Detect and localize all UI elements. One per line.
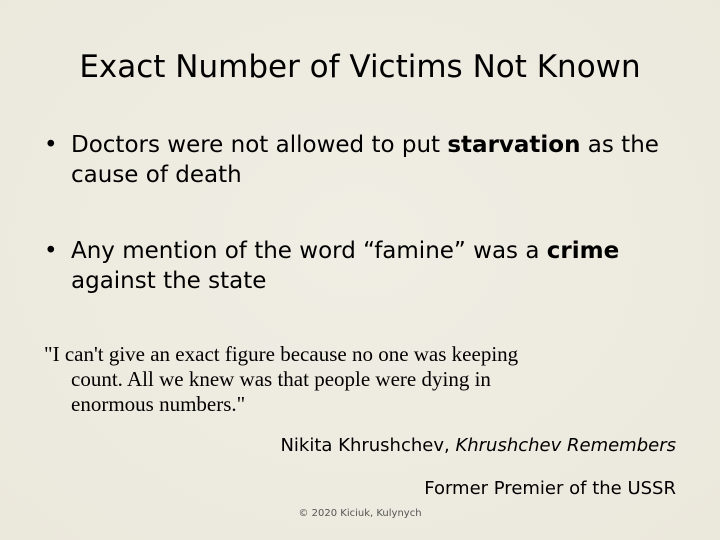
bullet-text-end: against the state	[71, 268, 267, 294]
quote-line: "I can't give an exact figure because no one was keeping	[44, 342, 519, 366]
slide-title: Exact Number of Victims Not Known	[79, 49, 641, 85]
bullet-text	[71, 130, 706, 190]
bullet-text-start: Doctors were not allowed to put	[71, 132, 448, 158]
quote-line: count. All we knew was that people were dying in	[71, 367, 491, 391]
quote-line: enormous numbers."	[71, 392, 246, 416]
bullet-marker: •	[44, 238, 58, 264]
bullet-item	[44, 130, 704, 192]
bullet-marker: •	[44, 132, 58, 158]
bullet-emphasis: starvation	[447, 132, 581, 158]
bullet-text	[71, 236, 706, 296]
attribution-book-title: Khrushchev Remembers	[455, 435, 676, 456]
attribution-author: Nikita Khrushchev,	[280, 435, 456, 456]
bullet-text-start: Any mention of the word “famine” was a	[71, 238, 547, 264]
copyright-notice: © 2020 Kiciuk, Kulynych	[298, 508, 422, 519]
bullet-emphasis: crime	[546, 238, 620, 264]
attribution-role: Former Premier of the USSR	[424, 478, 676, 499]
bullet-item	[44, 236, 704, 298]
quote-block	[44, 342, 684, 417]
bullet-text-end: as the cause of death	[71, 132, 659, 188]
quote-attribution	[280, 434, 676, 458]
